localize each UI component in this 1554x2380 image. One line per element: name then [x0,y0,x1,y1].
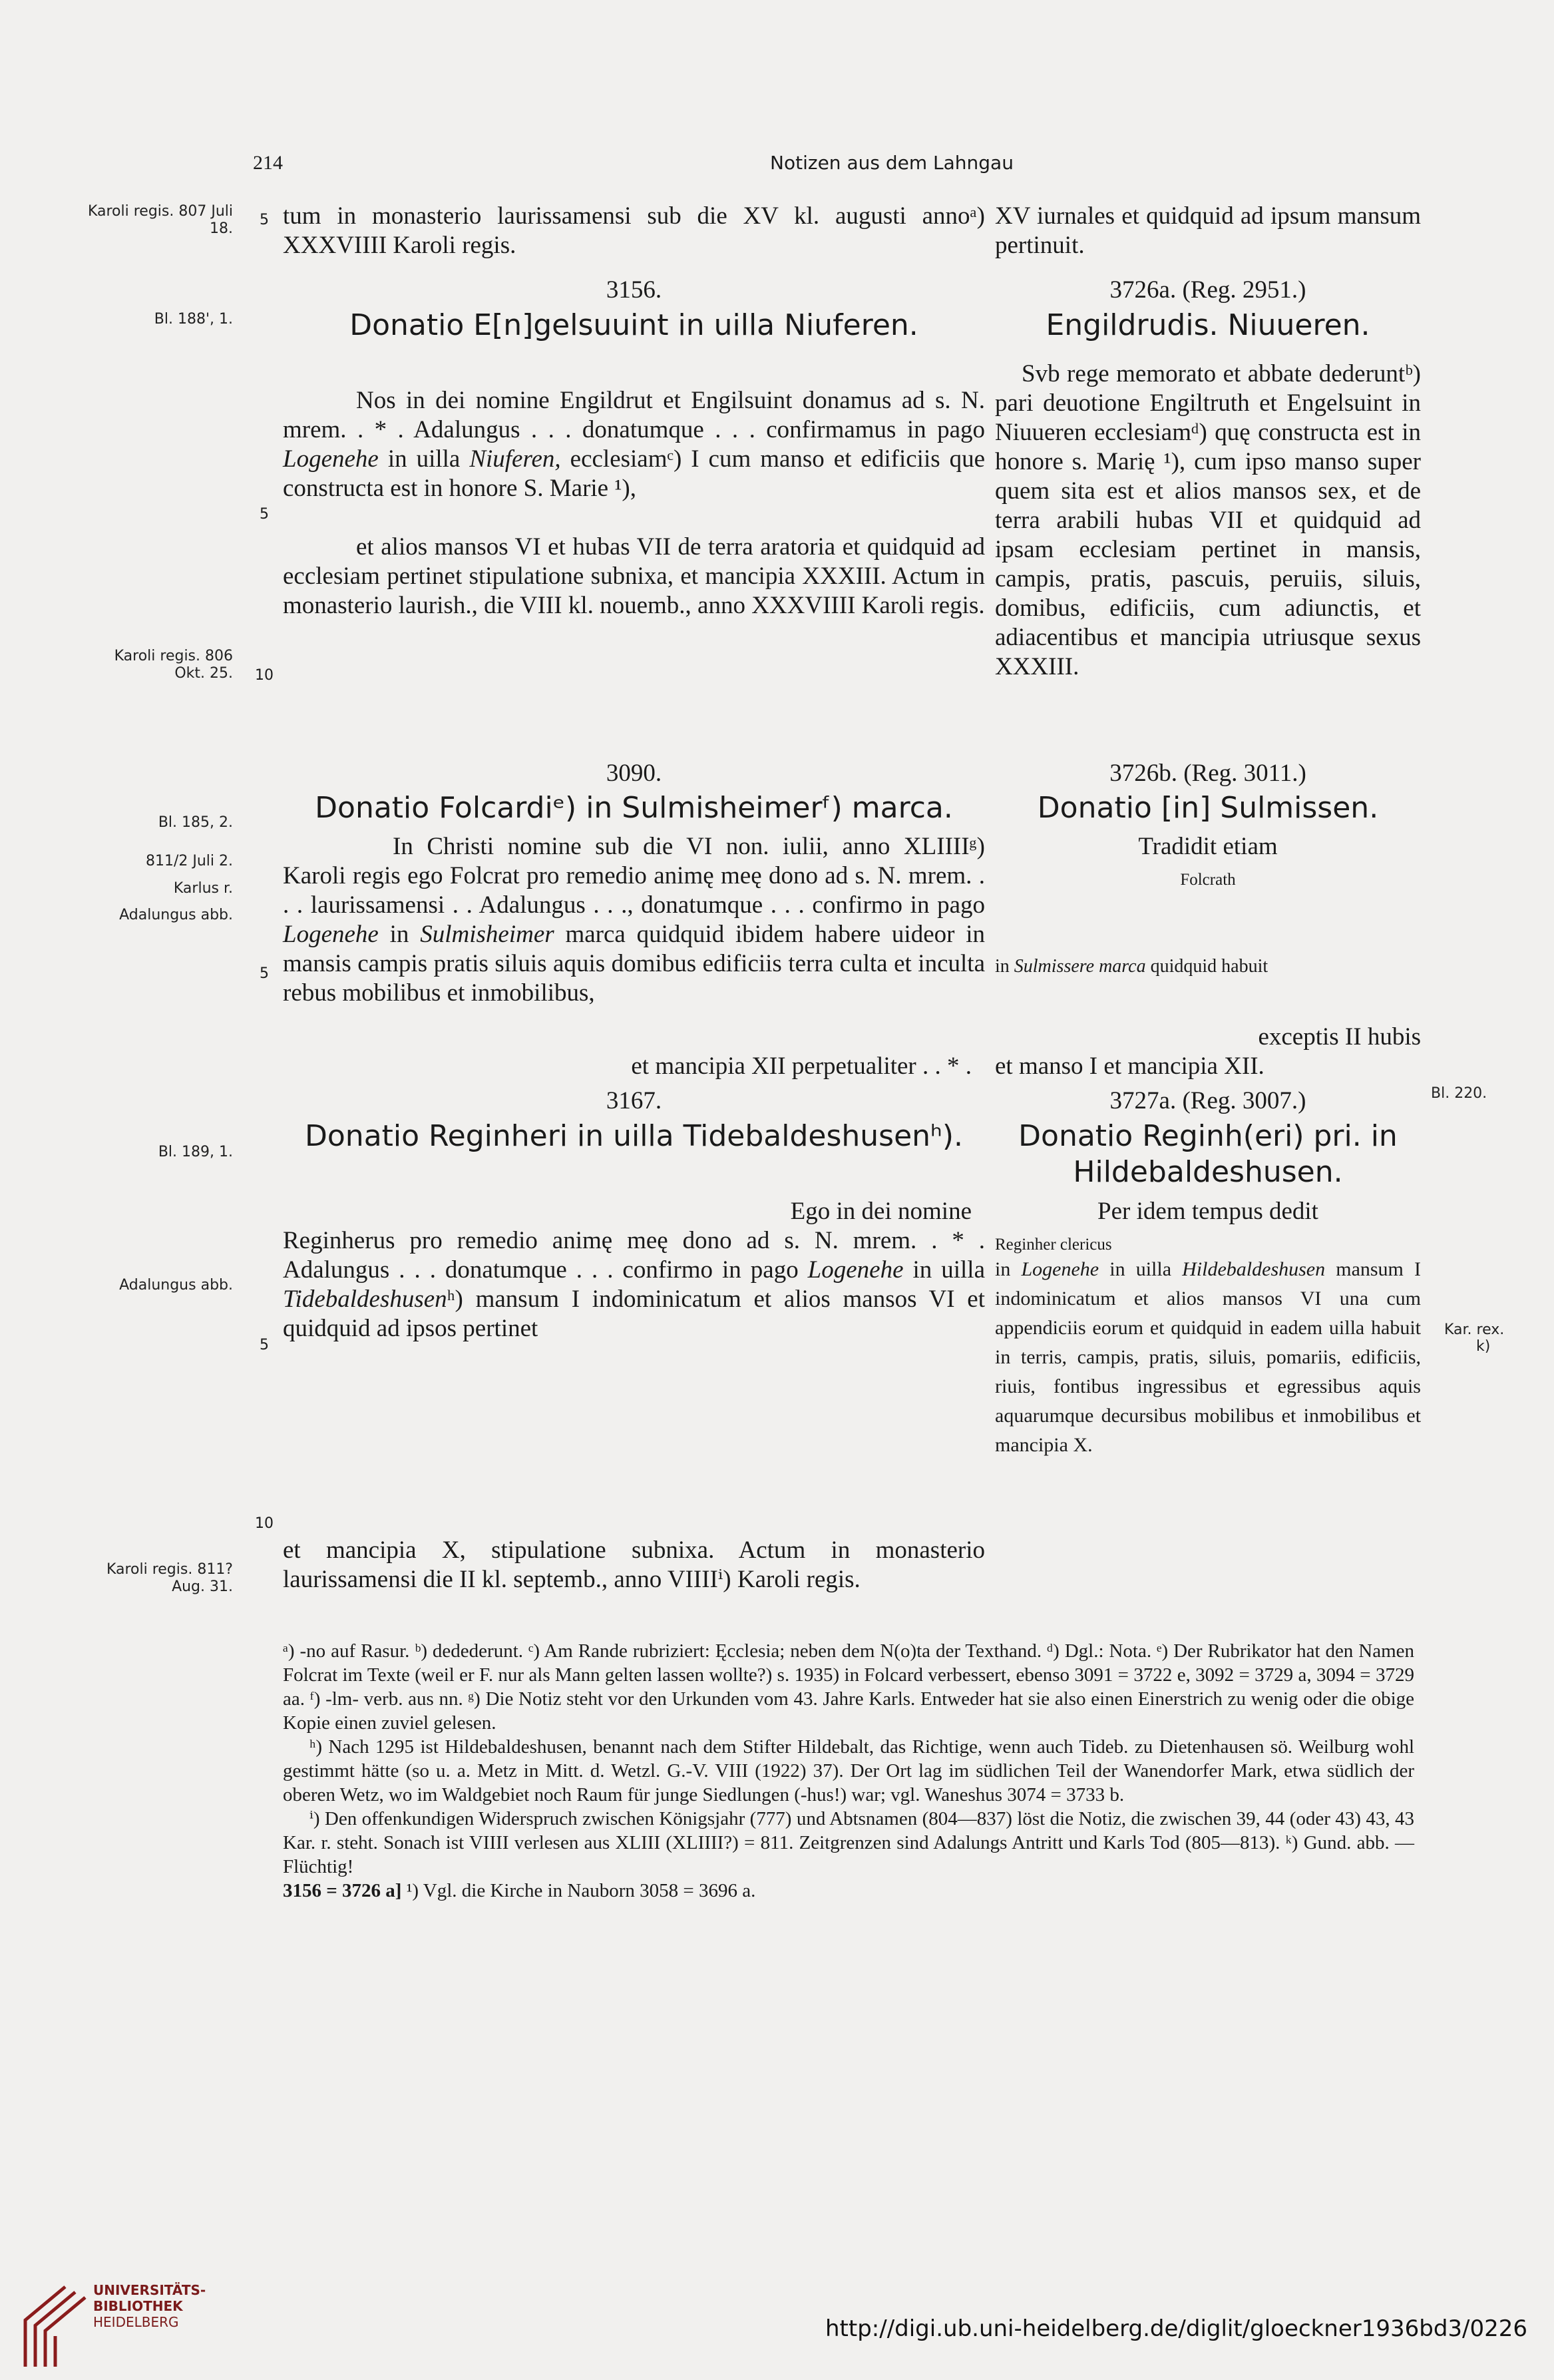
intro-text: tum in monasterio laurissamensi sub die XV kl. augusti annoᵃ) XXXVIIII Karoli regis. [283,202,985,259]
running-title: Notizen aus dem Lahngau [770,152,1014,174]
footnote: ⁱ) Den offenkundigen Widerspruch zwischen Königsjahr (777) und Abtsnamen (804—837) löst die Notiz, die zwischen 39, 44 (oder 43) 43, 43 Kar. r. steht. Sonach ist VIIII verlesen aus XLIII (XLIIII?) = 811. Zeitgrenzen sind Adalungs Antritt und Karls Tod (805—813). ᵏ) Gund. abb. — Flüchtig! [283,1808,1414,1877]
margin-date-4: Karoli regis. 811? Aug. 31. [106,1561,233,1595]
place-name: Logenehe [283,921,379,948]
place-name: Tidebaldeshusen [283,1286,447,1313]
footnote: ᵃ) -no auf Rasur. ᵇ) dedederunt. ᶜ) Am Rande rubriziert: Ęcclesia; neben dem N(o)ta der Texthand. ᵈ) Dgl.: Nota. ᵉ) Der Rubrikator hat den Namen Folcrat im Texte (weil er F. nur als Mann gelten lassen wollte?) s. 1935) in Folcard verbessert, ebenso 3091 = 3722 e, 3092 = 3729 a, 3094 = 3729 aa. ᶠ) -lm- verb. aus nn. ᵍ) Die Notiz steht vor den Urkunden vom 43. Jahre Karls. Entweder hat sie also einen Einerstrich zu wenig oder die obige Kopie einen zuviel gelesen. [283,1640,1414,1734]
margin-folio-right: Bl. 220. [1431,1085,1487,1102]
source-url-link[interactable]: http://digi.ub.uni-heidelberg.de/diglit/gloeckner1936bd3/0226 [825,2315,1528,2342]
side-doc-number: 3726b. (Reg. 3011.) [1109,760,1306,787]
place-name: Logenehe [1021,1258,1099,1280]
margin-abbot-1: Adalungus abb. [119,907,233,923]
line-number: 5 [260,212,269,228]
margin-folio-2: Bl. 185, 2. [158,814,233,831]
doc-title: Donatio E[n]gelsuuint in uilla Niuferen. [349,308,918,342]
side-doc-text: Tradidit etiam [1138,833,1278,860]
footnote: ʰ) Nach 1295 ist Hildebaldeshusen, benannt nach dem Stifter Hildebalt, das Richtige, wenn auch Tideb. zu Dietenhausen sö. Weilburg wohl gestimmt hätte (so u. a. Metz in Mitt. d. Wetzl. G.-V. VIII (1922) 37). Der Ort lag im südlichen Teil der Wanendorfer Mark, etwa südlich der oberen Wetz, wo im Waldgebiet noch Raum für junge Siedlungen (-hus!) war; vgl. Waneshus 3074 = 3733 b. [283,1736,1414,1805]
side-doc-text: Reginher clericus [995,1236,1112,1254]
place-name: Logenehe [283,445,379,473]
line-number: 5 [260,506,269,523]
side-doc-text: in Logenehe in uilla Hildebaldeshusen mansum I indominicatum et alios mansos VI una cum appendiciis eorum et quidquid in eadem uilla habuit in terris, campis, pratis, siluis, pomariis, edificiis, riuis, fontibus ingressibus et egressibus aquis aquarumque decursibus mobilibus et inmobilibus et mancipia X. [995,1258,1422,1456]
place-name: Sulmissere marca [1014,956,1146,977]
line-number: 5 [260,1337,269,1353]
concordance-label: 3156 = 3726 a] [283,1880,402,1901]
side-doc-title: Engildrudis. Niuueren. [1046,308,1370,342]
place-name: Logenehe [807,1256,904,1284]
margin-abbot-2: Adalungus abb. [119,1277,233,1294]
doc-title: Donatio Folcardiᵉ) in Sulmisheimerᶠ) marca. [315,791,953,825]
line-number: 10 [255,667,274,684]
side-doc-text: Folcrath [1180,871,1236,889]
margin-date-2: Karoli regis. 806 Okt. 25. [114,648,233,682]
footnote: 3156 = 3726 a] ¹) Vgl. die Kirche in Nauborn 3058 = 3696 a. [283,1880,756,1901]
side-doc-title: Donatio Reginh(eri) pri. in Hildebaldeshusen. [1018,1119,1398,1189]
margin-king-right: Kar. rex. [1444,1321,1505,1338]
doc-number: 3156. [606,276,662,304]
line-number: 10 [255,1515,274,1532]
library-logo-icon [19,2273,92,2373]
side-doc-title: Donatio [in] Sulmissen. [1037,791,1379,825]
line-number: 5 [260,965,269,982]
doc-text: Nos in dei nomine Engildrut et Engilsuint donamus ad s. N. mrem. . * . Adalungus . . . donatumque . . . confirmamus in pago Logenehe in uilla Niuferen, ecclesiamᶜ) I cum manso et edificiis que constructa est in honore S. Marie ¹), [283,387,986,502]
library-name: UNIVERSITÄTS- BIBLIOTHEK HEIDELBERG [93,2282,206,2330]
doc-title: Donatio Reginheri in uilla Tidebaldeshusenʰ). [305,1119,963,1153]
side-intro-text: XV iurnales et quidquid ad ipsum mansum pertinuit. [995,202,1421,259]
doc-number: 3090. [606,760,662,787]
doc-text: Reginherus pro remedio animę meę dono ad s. N. mrem. . * . Adalungus . . . donatumque . . . confirmo in pago Logenehe in uilla Tidebaldeshusenʰ) mansum I indominicatum et alios mansos VI et quidquid ad ipsos pertinet [283,1227,986,1342]
footnotes [283,1639,1414,1903]
margin-footnote-ref: k) [1476,1338,1491,1355]
margin-folio-3: Bl. 189, 1. [158,1144,233,1160]
side-doc-text: exceptis II hubis [1258,1023,1421,1051]
margin-date-3: 811/2 Juli 2. [145,853,233,869]
side-doc-text: Per idem tempus dedit [1097,1198,1318,1225]
doc-text: et mancipia XII perpetualiter . . * . [631,1053,972,1080]
place-name: Niuferen, [469,445,561,473]
side-doc-number: 3726a. (Reg. 2951.) [1109,276,1306,304]
place-name: Sulmisheimer [420,921,554,948]
place-name: Hildebaldeshusen [1182,1258,1326,1280]
doc-text: In Christi nomine sub die VI non. iulii, anno XLIIIIᵍ) Karoli regis ego Folcrat pro remedio animę meę dono ad s. N. mrem. . . . laurissamensi . . Adalungus . . ., donatumque . . . confirmo in pago Logenehe in Sulmisheimer marca quidquid ibidem habere uideor in mansis campis pratis siluis aquis domibus edificiis terra culta et inculta rebus mobilibus et inmobilibus, [283,833,986,1007]
side-doc-text: Svb rege memorato et abbate dederuntᵇ) pari deuotione Engiltruth et Engelsuint in Niuueren ecclesiamᵈ) quę constructa est in honore s. Marię ¹), cum ipso manso super quem sita est et alios mansos sex, et de terra arabili hubas VII et quidquid ad ipsam ecclesiam pertinet in mansis, campis, pratis, pascuis, peruiis, siluis, domibus, edificiis, cum adiunctis, et adiacentibus et mancipia utriusque sexus XXXIII. [995,360,1421,680]
margin-folio-1: Bl. 188', 1. [154,311,233,328]
side-doc-number: 3727a. (Reg. 3007.) [1109,1087,1306,1114]
side-doc-text: et manso I et mancipia XII. [995,1053,1264,1080]
page-number: 214 [253,152,283,174]
doc-text: Ego in dei nomine [790,1198,972,1225]
side-doc-text: in Sulmissere marca quidquid habuit [995,956,1268,977]
doc-text: et mancipia X, stipulatione subnixa. Actum in monasterio laurissamensi die II kl. septemb., anno VIIIIⁱ) Karoli regis. [283,1537,985,1593]
doc-number: 3167. [606,1087,662,1114]
doc-text: et alios mansos VI et hubas VII de terra aratoria et quidquid ad ecclesiam pertinet stipulatione subnixa, et mancipia XXXIII. Actum in monasterio laurish., die VIII kl. nouemb., anno XXXVIIII Karoli regis. [283,533,985,619]
margin-king: Karlus r. [173,880,233,897]
margin-date-1: Karoli regis. 807 Juli 18. [87,203,233,237]
